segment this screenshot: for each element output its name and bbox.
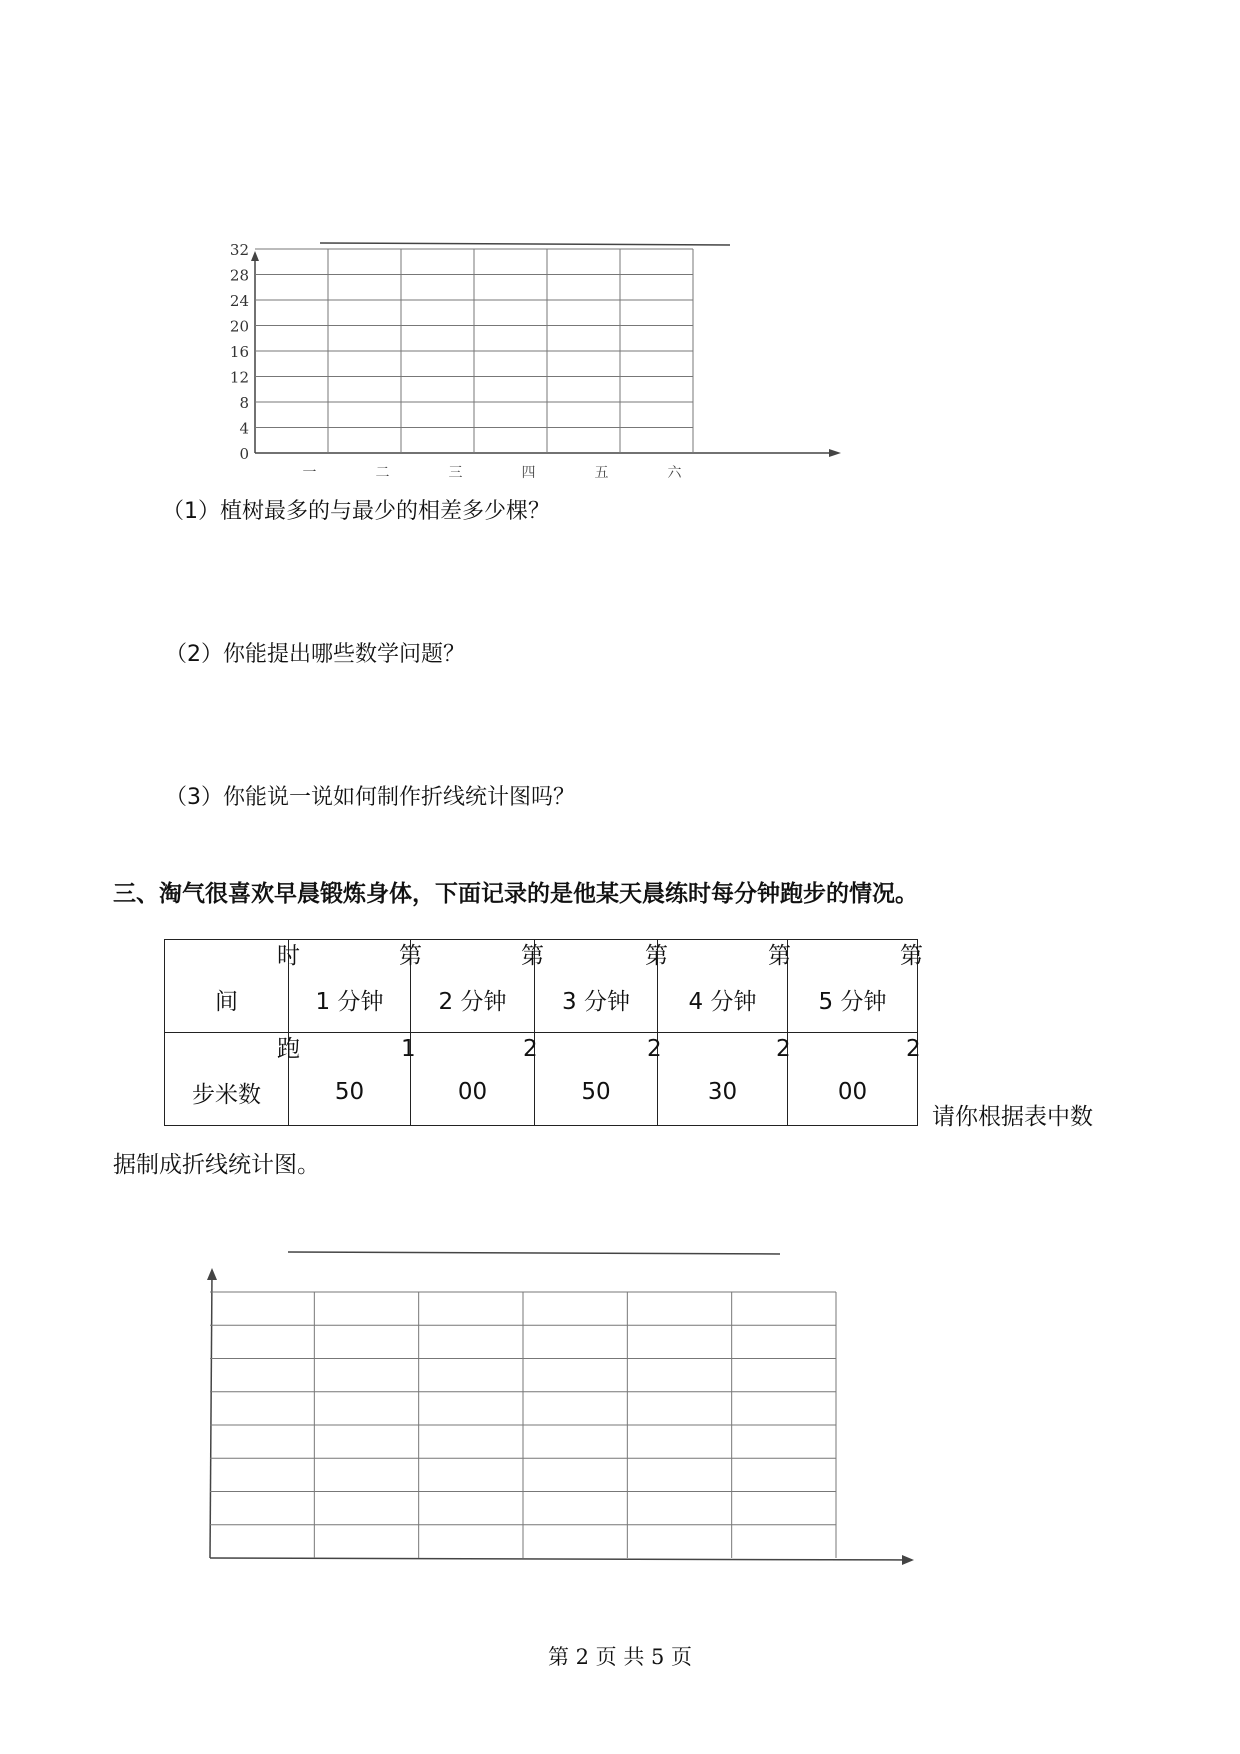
y-tick-label: 8: [239, 394, 249, 412]
y-tick-label: 20: [229, 317, 249, 336]
x-tick-label: 五: [594, 465, 609, 480]
table-cell: 第 4 分钟: [658, 940, 788, 1033]
y-tick-label: 32: [229, 241, 249, 259]
table-cell: 2 30: [658, 1033, 788, 1126]
y-tick-label: 4: [239, 419, 249, 438]
table-cell: 2 50: [535, 1033, 658, 1126]
table-cell: 第 2 分钟: [411, 940, 535, 1033]
instruction-continuation: 据制成折线统计图。: [113, 1152, 320, 1178]
table-cell: 1 50: [289, 1033, 411, 1126]
page-footer: 第 2 页 共 5 页: [547, 1645, 693, 1669]
x-tick-label: 二: [375, 465, 390, 480]
running-record-table: [164, 939, 923, 1126]
section-3-title: 三、淘气很喜欢早晨锻炼身体，下面记录的是他某天晨练时每分钟跑步的情况。: [113, 881, 918, 907]
x-tick-label: 六: [667, 465, 682, 480]
x-tick-label: 一: [302, 465, 317, 480]
x-tick-label: 四: [521, 465, 536, 480]
table-cell: 第 5 分钟: [788, 940, 918, 1033]
running-chart-blank-grid: [190, 1240, 930, 1585]
question-1: （1）植树最多的与最少的相差多少棵？: [162, 499, 550, 524]
table-row-time: [165, 940, 918, 1033]
table-cell: 第 1 分钟: [289, 940, 411, 1033]
table-row-distance: [165, 1033, 918, 1126]
question-3: （3）你能说一说如何制作折线统计图吗？: [165, 785, 575, 810]
y-tick-label: 0: [239, 445, 249, 463]
y-tick-label: 12: [229, 368, 249, 387]
y-tick-label: 28: [229, 266, 249, 285]
table-cell: 跑 步米数: [165, 1033, 289, 1126]
grid-lines: [210, 1292, 836, 1558]
question-2: （2）你能提出哪些数学问题？: [165, 642, 465, 667]
trailing-instruction: 请你根据表中数: [932, 1104, 1093, 1130]
grid-lines: [255, 249, 693, 453]
table-cell: 2 00: [788, 1033, 918, 1126]
x-tick-label: 三: [448, 465, 463, 480]
table-cell: 第 3 分钟: [535, 940, 658, 1033]
y-tick-label: 16: [229, 343, 249, 361]
table-cell: 时 间: [165, 940, 289, 1033]
table-cell: 2 00: [411, 1033, 535, 1126]
y-tick-label: 24: [229, 292, 249, 310]
tree-planting-chart-grid: [205, 215, 855, 480]
